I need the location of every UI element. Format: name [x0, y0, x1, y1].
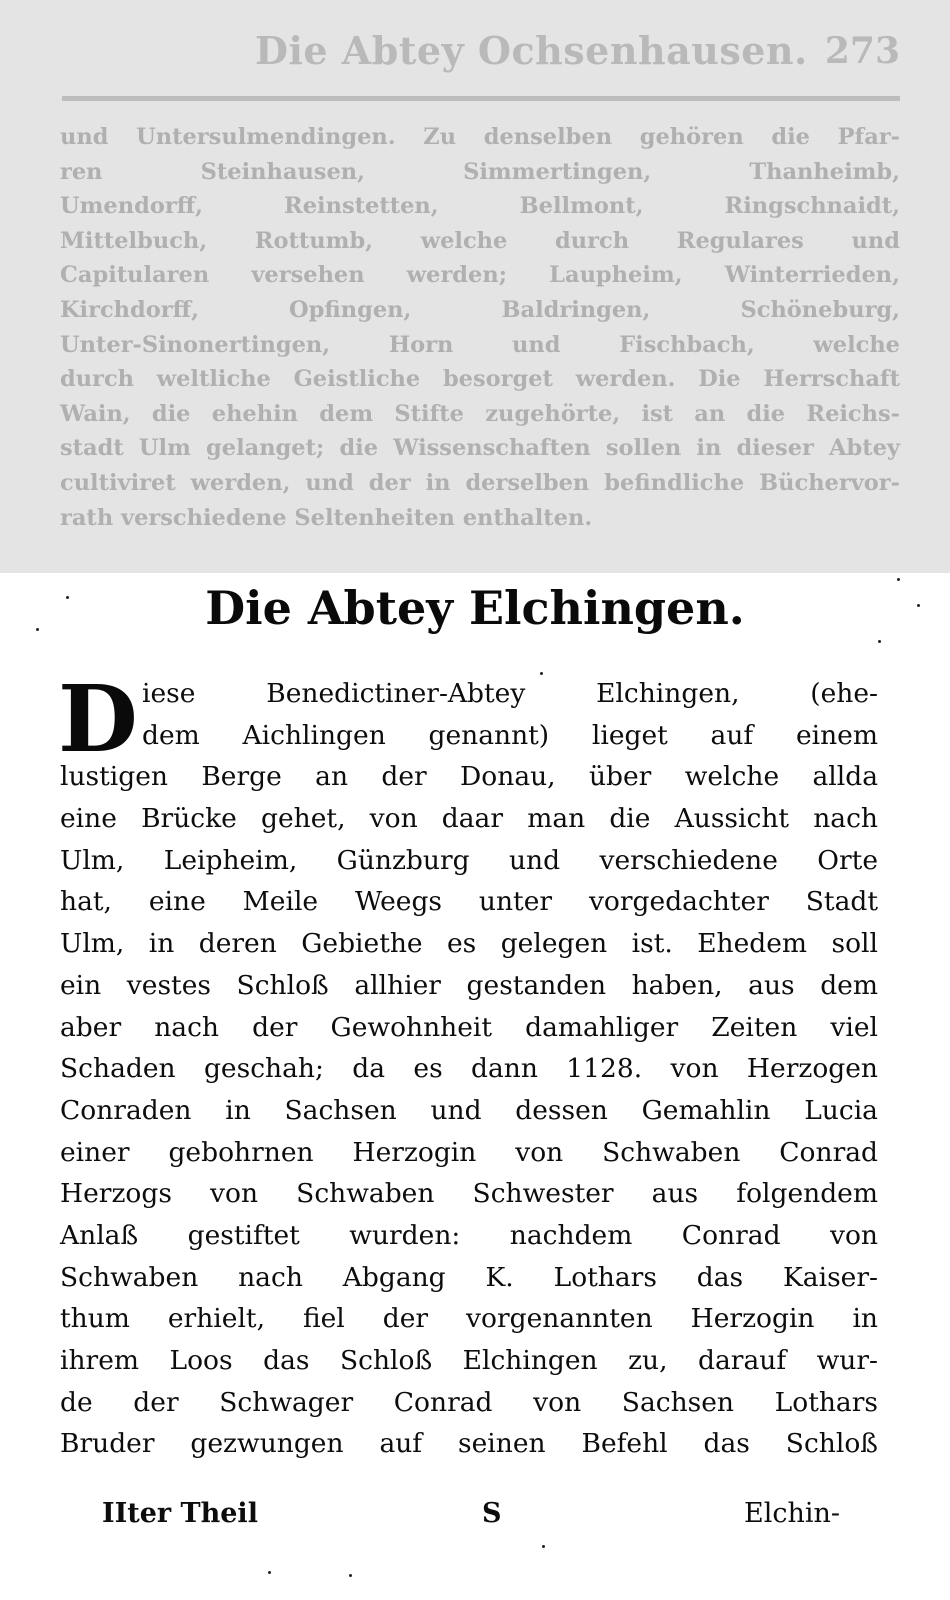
- text-line: und Untersulmendingen. Zu denselben gehören die Pfar-: [60, 124, 900, 150]
- text-line: Ulm, Leipheim, Günzburg und verschiedene Orte: [60, 844, 878, 876]
- text-line: Mittelbuch, Rottumb, welche durch Regulares und: [60, 227, 900, 254]
- text-line: Capitularen versehen werden; Laupheim, Winterrieden,: [60, 262, 900, 289]
- header-rule: [62, 96, 900, 101]
- print-speck: [66, 596, 69, 599]
- text-line: ihrem Loos das Schloß Elchingen zu, darauf wur-: [60, 1345, 878, 1376]
- article-body: [58, 665, 878, 1465]
- print-speck: [917, 604, 920, 607]
- text-line: eine Brücke gehet, von daar man die Aussicht nach: [60, 803, 878, 835]
- print-speck: [878, 640, 881, 643]
- text-line: dem Aichlingen genannt) lieget auf einem: [142, 719, 878, 751]
- text-line: iese Benedictiner-Abtey Elchingen, (ehe-: [142, 678, 878, 709]
- previous-article-section: [0, 0, 950, 573]
- print-speck: [36, 628, 39, 631]
- signature-mark: S: [482, 1498, 502, 1529]
- text-line: de der Schwager Conrad von Sachsen Lothars: [60, 1386, 878, 1418]
- text-line: Ulm, in deren Gebiethe es gelegen ist. Ehedem soll: [60, 928, 878, 960]
- text-line: hat, eine Meile Weegs unter vorgedachter Stadt: [60, 886, 878, 918]
- text-line: ren Steinhausen, Simmertingen, Thanheimb,: [60, 158, 900, 185]
- signature-line: IIter Theil: [102, 1498, 258, 1529]
- text-line: Unter-Sinonertingen, Horn und Fischbach, welche: [60, 331, 900, 358]
- text-line: aber nach der Gewohnheit damahliger Zeiten viel: [60, 1011, 878, 1043]
- print-speck: [542, 1545, 545, 1548]
- text-line: cultiviret werden, und der in derselben befindliche Büchervor-: [60, 469, 900, 496]
- text-line: Bruder gezwungen auf seinen Befehl das Schloß: [60, 1428, 878, 1460]
- text-line: Anlaß gestiftet wurden: nachdem Conrad von: [60, 1219, 878, 1251]
- text-line: thum erhielt, fiel der vorgenannten Herzogin in: [60, 1303, 878, 1335]
- print-speck: [268, 1571, 271, 1574]
- print-speck: [897, 578, 900, 581]
- text-line: einer gebohrnen Herzogin von Schwaben Conrad: [60, 1136, 878, 1168]
- text-line: Schwaben nach Abgang K. Lothars das Kaiser-: [60, 1261, 878, 1293]
- running-head: [60, 28, 900, 78]
- text-line: stadt Ulm gelanget; die Wissenschaften sollen in dieser Abtey: [60, 435, 900, 462]
- previous-article-text: [60, 120, 900, 535]
- running-title: Die Abtey Ochsenhausen.: [255, 28, 808, 73]
- text-line: Kirchdorff, Opfingen, Baldringen, Schöneburg,: [60, 296, 900, 323]
- print-speck: [349, 1574, 352, 1577]
- text-line: Schaden geschah; da es dann 1128. von Herzogen: [60, 1053, 878, 1085]
- page-number: 273: [824, 30, 900, 72]
- text-line: lustigen Berge an der Donau, über welche allda: [60, 761, 878, 793]
- section-title: Die Abtey Elchingen.: [205, 581, 745, 635]
- print-speck: [540, 672, 543, 675]
- text-line: durch weltliche Geistliche besorget werden. Die Herrschaft: [60, 366, 900, 393]
- page-footer: [60, 1493, 878, 1535]
- text-line: ein vestes Schloß allhier gestanden haben, aus dem: [60, 969, 878, 1001]
- drop-cap: D: [58, 665, 138, 773]
- catchword: Elchin-: [743, 1498, 840, 1529]
- text-line: Wain, die ehehin dem Stifte zugehörte, ist an die Reichs-: [60, 400, 900, 427]
- text-line: Herzogs von Schwaben Schwester aus folgendem: [60, 1178, 878, 1210]
- text-line: Umendorff, Reinstetten, Bellmont, Ringschnaidt,: [60, 193, 900, 220]
- text-line: rath verschiedene Seltenheiten enthalten.: [60, 504, 593, 531]
- text-line: Conraden in Sachsen und dessen Gemahlin Lucia: [60, 1094, 878, 1126]
